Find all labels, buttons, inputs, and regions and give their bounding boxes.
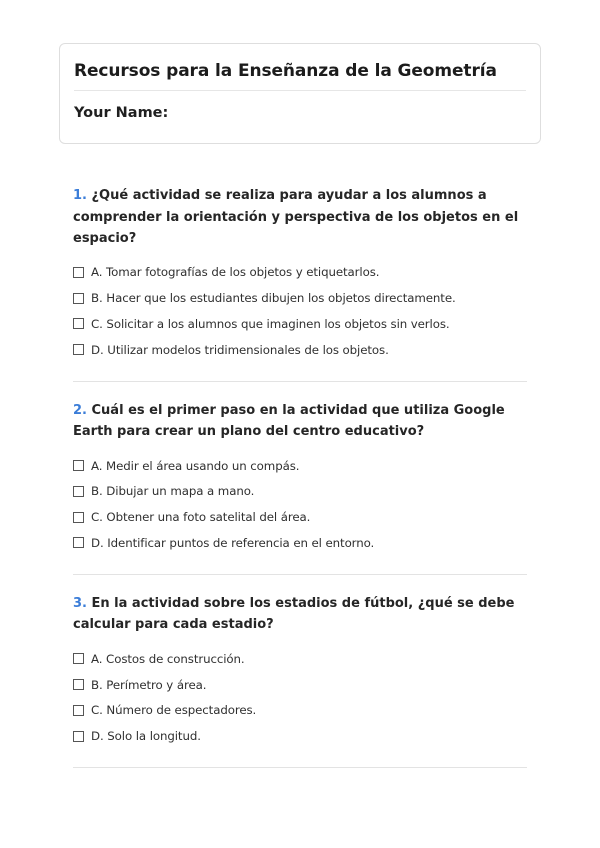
question-2-option-a[interactable]	[73, 453, 527, 479]
question-3-option-b[interactable]	[73, 672, 527, 698]
question-3	[73, 593, 527, 768]
question-1-option-a[interactable]	[73, 260, 527, 286]
option-label: D. Solo la longitud.	[91, 729, 201, 744]
checkbox-icon[interactable]	[73, 293, 84, 304]
checkbox-icon[interactable]	[73, 486, 84, 497]
option-label: B. Perímetro y área.	[91, 677, 207, 692]
question-1-option-c[interactable]	[73, 311, 527, 337]
checkbox-icon[interactable]	[73, 267, 84, 278]
question-2-prompt: Cuál es el primer paso en la actividad que utiliza Google Earth para crear un plano del centro educativo?	[73, 402, 505, 440]
question-1	[73, 185, 527, 382]
checkbox-icon[interactable]	[73, 537, 84, 548]
question-3-option-a[interactable]	[73, 646, 527, 672]
checkbox-icon[interactable]	[73, 679, 84, 690]
question-3-text	[73, 593, 527, 636]
name-label: Your Name:	[74, 105, 169, 121]
page-title: Recursos para la Enseñanza de la Geometría	[74, 61, 497, 81]
header-card	[59, 43, 541, 144]
checkbox-icon[interactable]	[73, 460, 84, 471]
question-2	[73, 400, 527, 575]
option-label: C. Obtener una foto satelital del área.	[91, 510, 311, 525]
question-2-option-c[interactable]	[73, 504, 527, 530]
option-label: B. Hacer que los estudiantes dibujen los objetos directamente.	[91, 291, 456, 306]
checkbox-icon[interactable]	[73, 705, 84, 716]
question-3-prompt: En la actividad sobre los estadios de fútbol, ¿qué se debe calcular para cada estadio?	[73, 595, 515, 633]
checkbox-icon[interactable]	[73, 344, 84, 355]
header-divider	[74, 90, 526, 91]
question-1-text	[73, 185, 527, 250]
question-2-option-b[interactable]	[73, 478, 527, 504]
option-label: B. Dibujar un mapa a mano.	[91, 484, 255, 499]
option-label: D. Utilizar modelos tridimensionales de los objetos.	[91, 342, 389, 357]
question-1-option-b[interactable]	[73, 285, 527, 311]
question-1-option-d[interactable]	[73, 337, 527, 363]
option-label: C. Número de espectadores.	[91, 703, 257, 718]
option-label: A. Tomar fotografías de los objetos y etiquetarlos.	[91, 265, 380, 280]
question-1-number: 1.	[73, 188, 87, 203]
question-list	[73, 185, 527, 786]
option-label: A. Costos de construcción.	[91, 651, 245, 666]
option-label: D. Identificar puntos de referencia en el entorno.	[91, 535, 375, 550]
question-2-number: 2.	[73, 402, 87, 418]
option-label: C. Solicitar a los alumnos que imaginen los objetos sin verlos.	[91, 316, 450, 331]
checkbox-icon[interactable]	[73, 512, 84, 523]
question-3-number: 3.	[73, 595, 87, 611]
question-3-option-c[interactable]	[73, 697, 527, 723]
question-2-text	[73, 400, 527, 443]
question-3-option-d[interactable]	[73, 723, 527, 749]
checkbox-icon[interactable]	[73, 731, 84, 742]
option-label: A. Medir el área usando un compás.	[91, 458, 300, 473]
question-2-option-d[interactable]	[73, 530, 527, 556]
question-1-prompt: ¿Qué actividad se realiza para ayudar a los alumnos a comprender la orientación y perspectiva de los objetos en el espacio?	[73, 188, 519, 246]
checkbox-icon[interactable]	[73, 653, 84, 664]
checkbox-icon[interactable]	[73, 318, 84, 329]
